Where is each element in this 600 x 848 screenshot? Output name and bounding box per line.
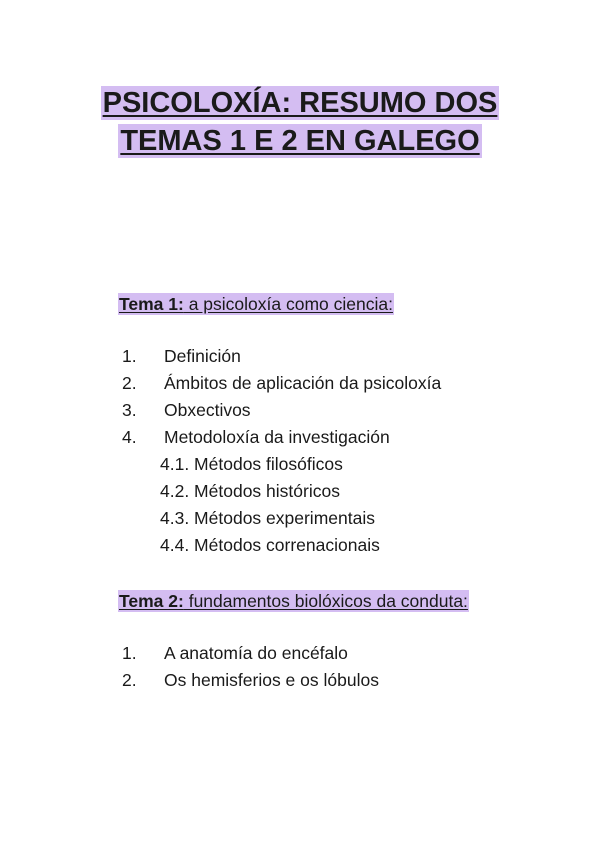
tema1-label: Tema 1:: [119, 294, 184, 314]
list-item-text: Metodoloxía da investigación: [164, 427, 390, 447]
tema2-label: Tema 2:: [119, 591, 184, 611]
list-item-text: Definición: [164, 346, 241, 366]
list-item: [118, 424, 441, 451]
sub-list-item: 4.4. Métodos correnacionais: [160, 535, 380, 555]
title-line-2: TEMAS 1 E 2 EN GALEGO: [120, 125, 480, 157]
list-item-text: A anatomía do encéfalo: [164, 643, 348, 663]
tema1-list: [118, 343, 441, 559]
list-item: [118, 343, 441, 370]
list-number: 2.: [122, 373, 137, 393]
tema1-text: a psicoloxía como ciencia:: [183, 294, 393, 314]
list-item: [118, 397, 441, 424]
sub-list-item: 4.1. Métodos filosóficos: [160, 454, 343, 474]
list-item: [118, 370, 441, 397]
tema1-heading: [118, 293, 394, 315]
list-number: 1.: [122, 643, 137, 663]
list-number: 3.: [122, 400, 137, 420]
document-title: [0, 86, 600, 162]
list-number: 4.: [122, 427, 137, 447]
list-number: 2.: [122, 670, 137, 690]
tema2-heading: [118, 590, 469, 612]
list-item-text: Ámbitos de aplicación da psicoloxía: [164, 373, 442, 393]
tema2-text: fundamentos biolóxicos da conduta:: [183, 591, 468, 611]
sub-list-item: 4.2. Métodos históricos: [160, 481, 340, 501]
list-item-text: Os hemisferios e os lóbulos: [164, 670, 379, 690]
list-item: [118, 667, 379, 694]
sub-list-item: 4.3. Métodos experimentais: [160, 508, 375, 528]
tema2-list: [118, 640, 379, 694]
list-item: [118, 640, 379, 667]
list-number: 1.: [122, 346, 137, 366]
title-line-1: PSICOLOXÍA: RESUMO DOS: [102, 87, 498, 119]
list-item-text: Obxectivos: [164, 400, 251, 420]
